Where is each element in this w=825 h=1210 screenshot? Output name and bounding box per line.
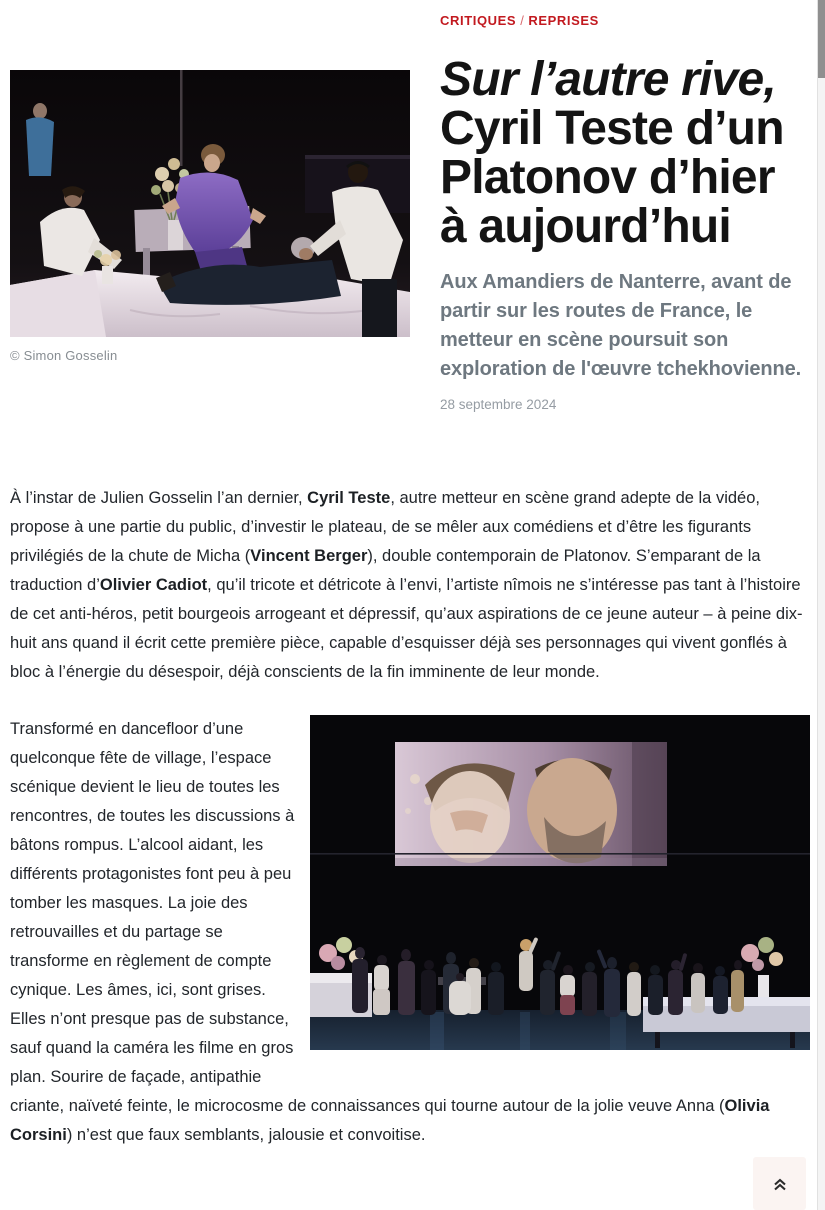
person-name: Olivier Cadiot: [99, 576, 208, 594]
article-header: [440, 13, 815, 412]
hero-photo-illustration: [10, 70, 410, 337]
article-subtitle: Aux Amandiers de Nanterre, avant de partir sur les routes de France, le metteur en scène poursuit son exploration de l'œuvre tchekhovienne.: [440, 271, 802, 380]
person-name: Olivia Corsini: [10, 1097, 770, 1144]
stage-photo: [310, 715, 810, 1050]
category-link-reprises[interactable]: REPRISES: [528, 13, 599, 28]
text-segment: ), double contemporain de Platonov. S’emparant de la traduction d’: [10, 547, 761, 594]
scroll-to-top-button[interactable]: [753, 1157, 806, 1210]
paragraph-2-section: [10, 715, 810, 1150]
scrollbar-track[interactable]: [817, 0, 825, 1210]
title-line: Platonov d’hier: [440, 151, 775, 204]
photo-credit: © Simon Gosselin: [10, 348, 118, 363]
title-line: Cyril Teste d’un: [440, 102, 784, 155]
breadcrumb-separator: /: [520, 13, 525, 28]
article-body: [10, 484, 810, 1150]
text-segment: , autre metteur en scène grand adepte de la vidéo, propose à une partie du public, d’investir le plateau, de se mêler aux comédiens et d’être les figurants privilégiés de la chute de Micha (: [10, 489, 760, 565]
hero-photo: [10, 70, 410, 337]
article-title: [440, 55, 815, 251]
person-name: Cyril Teste: [307, 489, 391, 507]
article-date: 28 septembre 2024: [440, 397, 557, 412]
double-chevron-up-icon: [770, 1174, 790, 1194]
hero-figure: [10, 70, 410, 363]
text-segment: , qu’il tricote et détricote à l’envi, l’artiste nîmois ne s’intéresse pas tant à l’histoire de cet anti-héros, petit bourgeois arrogeant et dépressif, qu’aux aspirations de ce jeune auteur – à peine dix-huit ans quand il écrit cette première pièce, capable d’esquisser déjà ses personnages qui vivent gonflés à bloc à l’énergie du désespoir, déjà conscients de la fin imminente de leur monde.: [10, 576, 803, 681]
scrollbar-thumb[interactable]: [818, 0, 825, 78]
title-line: à aujourd’hui: [440, 200, 731, 253]
stage-photo-illustration: [310, 715, 810, 1050]
text-segment: Transformé en dancefloor d’une quelconque fête de village, l’espace scénique devient le lieu de toutes les rencontres, de toutes les discussions à bâtons rompus. L’alcool aidant, les différents protagonistes font peu à peu tomber les masques. La joie des retrouvailles et du partage se transforme en règlement de compte cynique. Les âmes, ici, sont grises. Elles n’ont presque pas de substance, sauf quand la caméra les filme en gros plan. Sourire de façade, antipathie criante, naïveté feinte, le microcosme de connaissances qui tourne autour de la jolie veuve Anna (: [10, 720, 725, 1115]
breadcrumb: [440, 13, 815, 28]
title-line: Sur l’autre rive,: [440, 53, 776, 106]
paragraph-1: [10, 484, 810, 687]
text-segment: ) n’est que faux semblants, jalousie et convoitise.: [66, 1126, 426, 1144]
text-segment: À l’instar de Julien Gosselin l’an dernier,: [10, 489, 308, 507]
person-name: Vincent Berger: [250, 547, 368, 565]
category-link-critiques[interactable]: CRITIQUES: [440, 13, 517, 28]
